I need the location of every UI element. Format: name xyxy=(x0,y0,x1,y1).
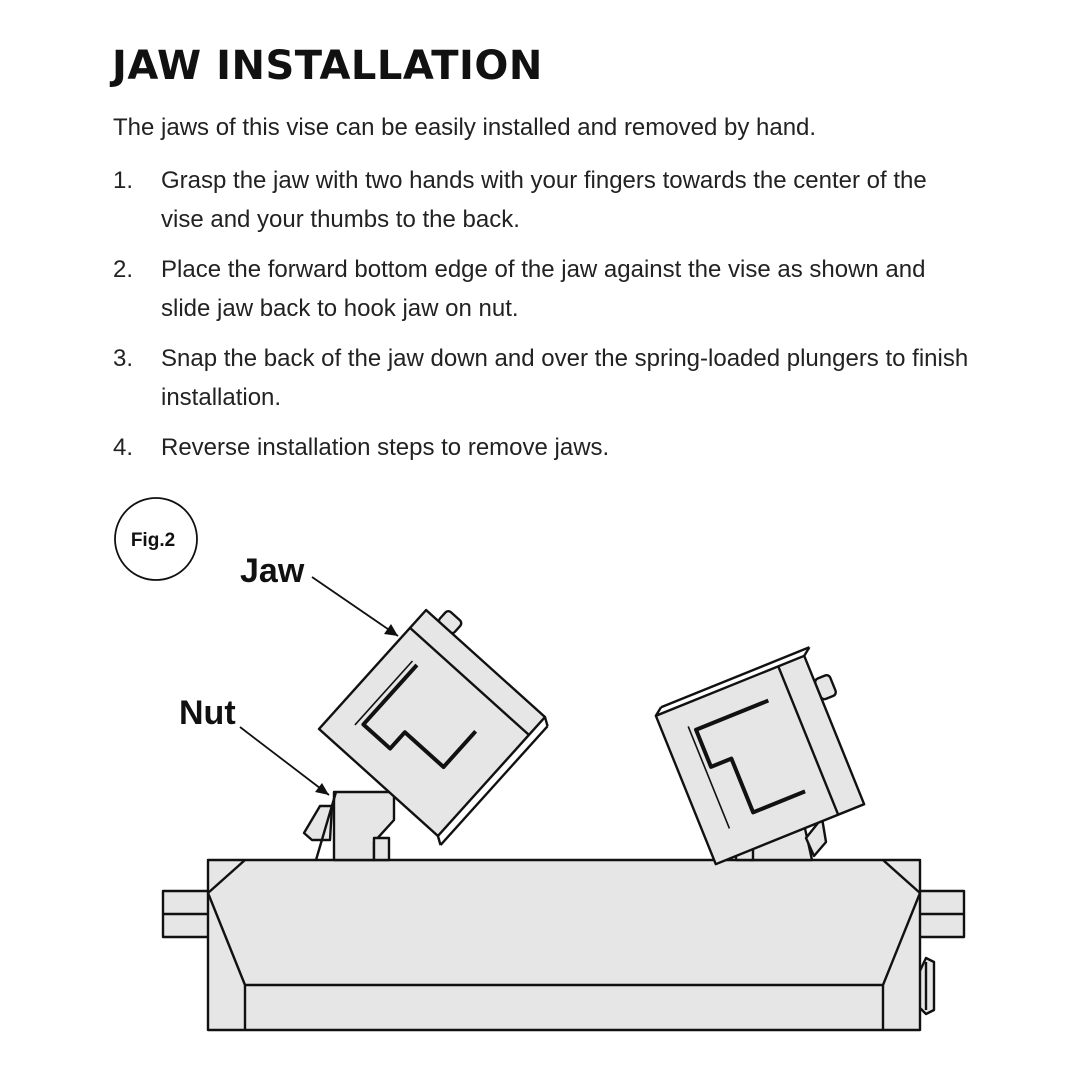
nut-callout xyxy=(179,694,329,795)
figure-label xyxy=(115,498,197,580)
step-text: Snap the back of the jaw down and over the spring-loaded plungers to finish installation. xyxy=(161,345,969,411)
nut xyxy=(304,792,394,860)
vise-body xyxy=(163,860,964,1030)
jaw-right xyxy=(654,644,879,864)
vise-main-block xyxy=(208,860,920,1030)
step-number: 1. xyxy=(113,167,134,194)
figure-label-text: Fig.2 xyxy=(130,530,176,551)
step-number: 2. xyxy=(113,256,134,283)
page-title: JAW INSTALLATION xyxy=(112,43,543,89)
step-number: 3. xyxy=(113,345,134,372)
step-text: Reverse installation steps to remove jaws. xyxy=(161,434,610,461)
jaw-callout xyxy=(240,552,398,636)
step-number: 4. xyxy=(113,434,134,461)
intro-text: The jaws of this vise can be easily installed and removed by hand. xyxy=(113,114,817,141)
step-text: Grasp the jaw with two hands with your fingers towards the center of the vise and your thumbs to the back. xyxy=(161,167,927,233)
jaw-callout-label: Jaw xyxy=(240,552,305,590)
nut-callout-label: Nut xyxy=(179,694,236,732)
step-text: Place the forward bottom edge of the jaw against the vise as shown and slide jaw back to hook jaw on nut. xyxy=(161,256,926,322)
